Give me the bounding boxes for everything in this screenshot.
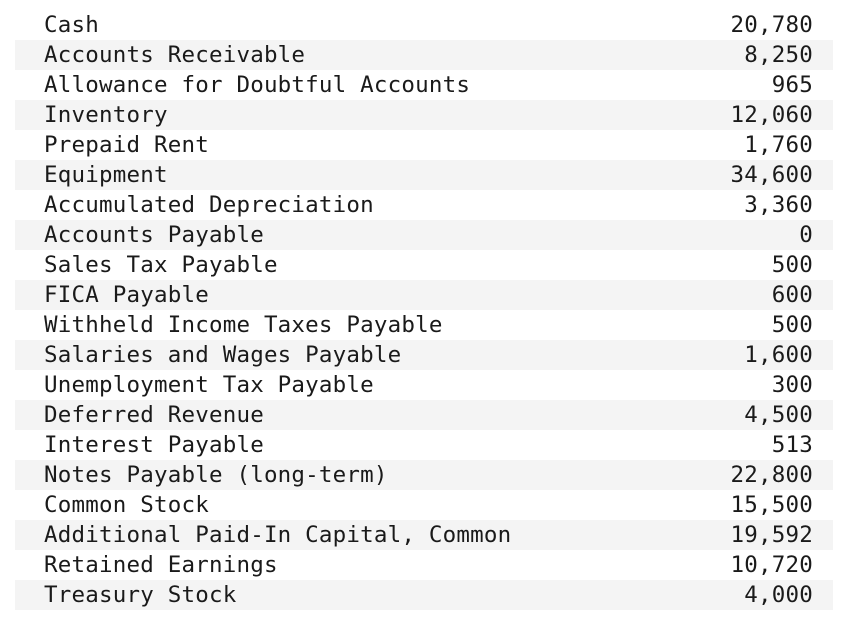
table-row [15,70,833,100]
account-name: Retained Earnings [44,552,278,578]
account-amount: 3,360 [744,192,813,218]
table-row [15,280,833,310]
account-amount: 500 [771,312,813,338]
account-amount: 8,250 [744,42,813,68]
table-row [15,190,833,220]
account-name: Treasury Stock [44,582,237,608]
account-name: Accounts Payable [44,222,264,248]
account-amount: 600 [771,282,813,308]
account-amount: 15,500 [730,492,813,518]
account-name: Salaries and Wages Payable [44,342,402,368]
account-name: FICA Payable [44,282,209,308]
table-row [15,430,833,460]
account-amount: 300 [771,372,813,398]
account-name: Allowance for Doubtful Accounts [44,72,471,98]
table-row [15,520,833,550]
account-name: Sales Tax Payable [44,252,278,278]
table-row [15,250,833,280]
account-amount: 1,760 [744,132,813,158]
table-row [15,550,833,580]
table-row [15,310,833,340]
table-row [15,370,833,400]
account-amount: 4,000 [744,582,813,608]
account-name: Equipment [44,162,168,188]
account-name: Deferred Revenue [44,402,264,428]
account-amount: 0 [799,222,813,248]
account-name: Accumulated Depreciation [44,192,374,218]
account-amount: 500 [771,252,813,278]
account-amount: 965 [771,72,813,98]
table-row [15,160,833,190]
account-name: Notes Payable (long-term) [44,462,388,488]
account-amount: 513 [771,432,813,458]
table-row [15,10,833,40]
table-row [15,340,833,370]
account-name: Unemployment Tax Payable [44,372,374,398]
account-name: Additional Paid-In Capital, Common [44,522,512,548]
table-row [15,580,833,610]
table-row [15,490,833,520]
account-balances-table [15,10,833,610]
account-amount: 1,600 [744,342,813,368]
account-amount: 22,800 [730,462,813,488]
account-amount: 20,780 [730,12,813,38]
account-amount: 4,500 [744,402,813,428]
account-name: Common Stock [44,492,209,518]
table-row [15,460,833,490]
account-name: Cash [44,12,99,38]
account-amount: 34,600 [730,162,813,188]
account-amount: 10,720 [730,552,813,578]
account-name: Accounts Receivable [44,42,306,68]
account-name: Withheld Income Taxes Payable [44,312,443,338]
account-amount: 12,060 [730,102,813,128]
table-row [15,220,833,250]
account-amount: 19,592 [730,522,813,548]
table-row [15,130,833,160]
account-name: Prepaid Rent [44,132,209,158]
table-row [15,40,833,70]
account-name: Interest Payable [44,432,264,458]
table-row [15,100,833,130]
table-row [15,400,833,430]
account-name: Inventory [44,102,168,128]
